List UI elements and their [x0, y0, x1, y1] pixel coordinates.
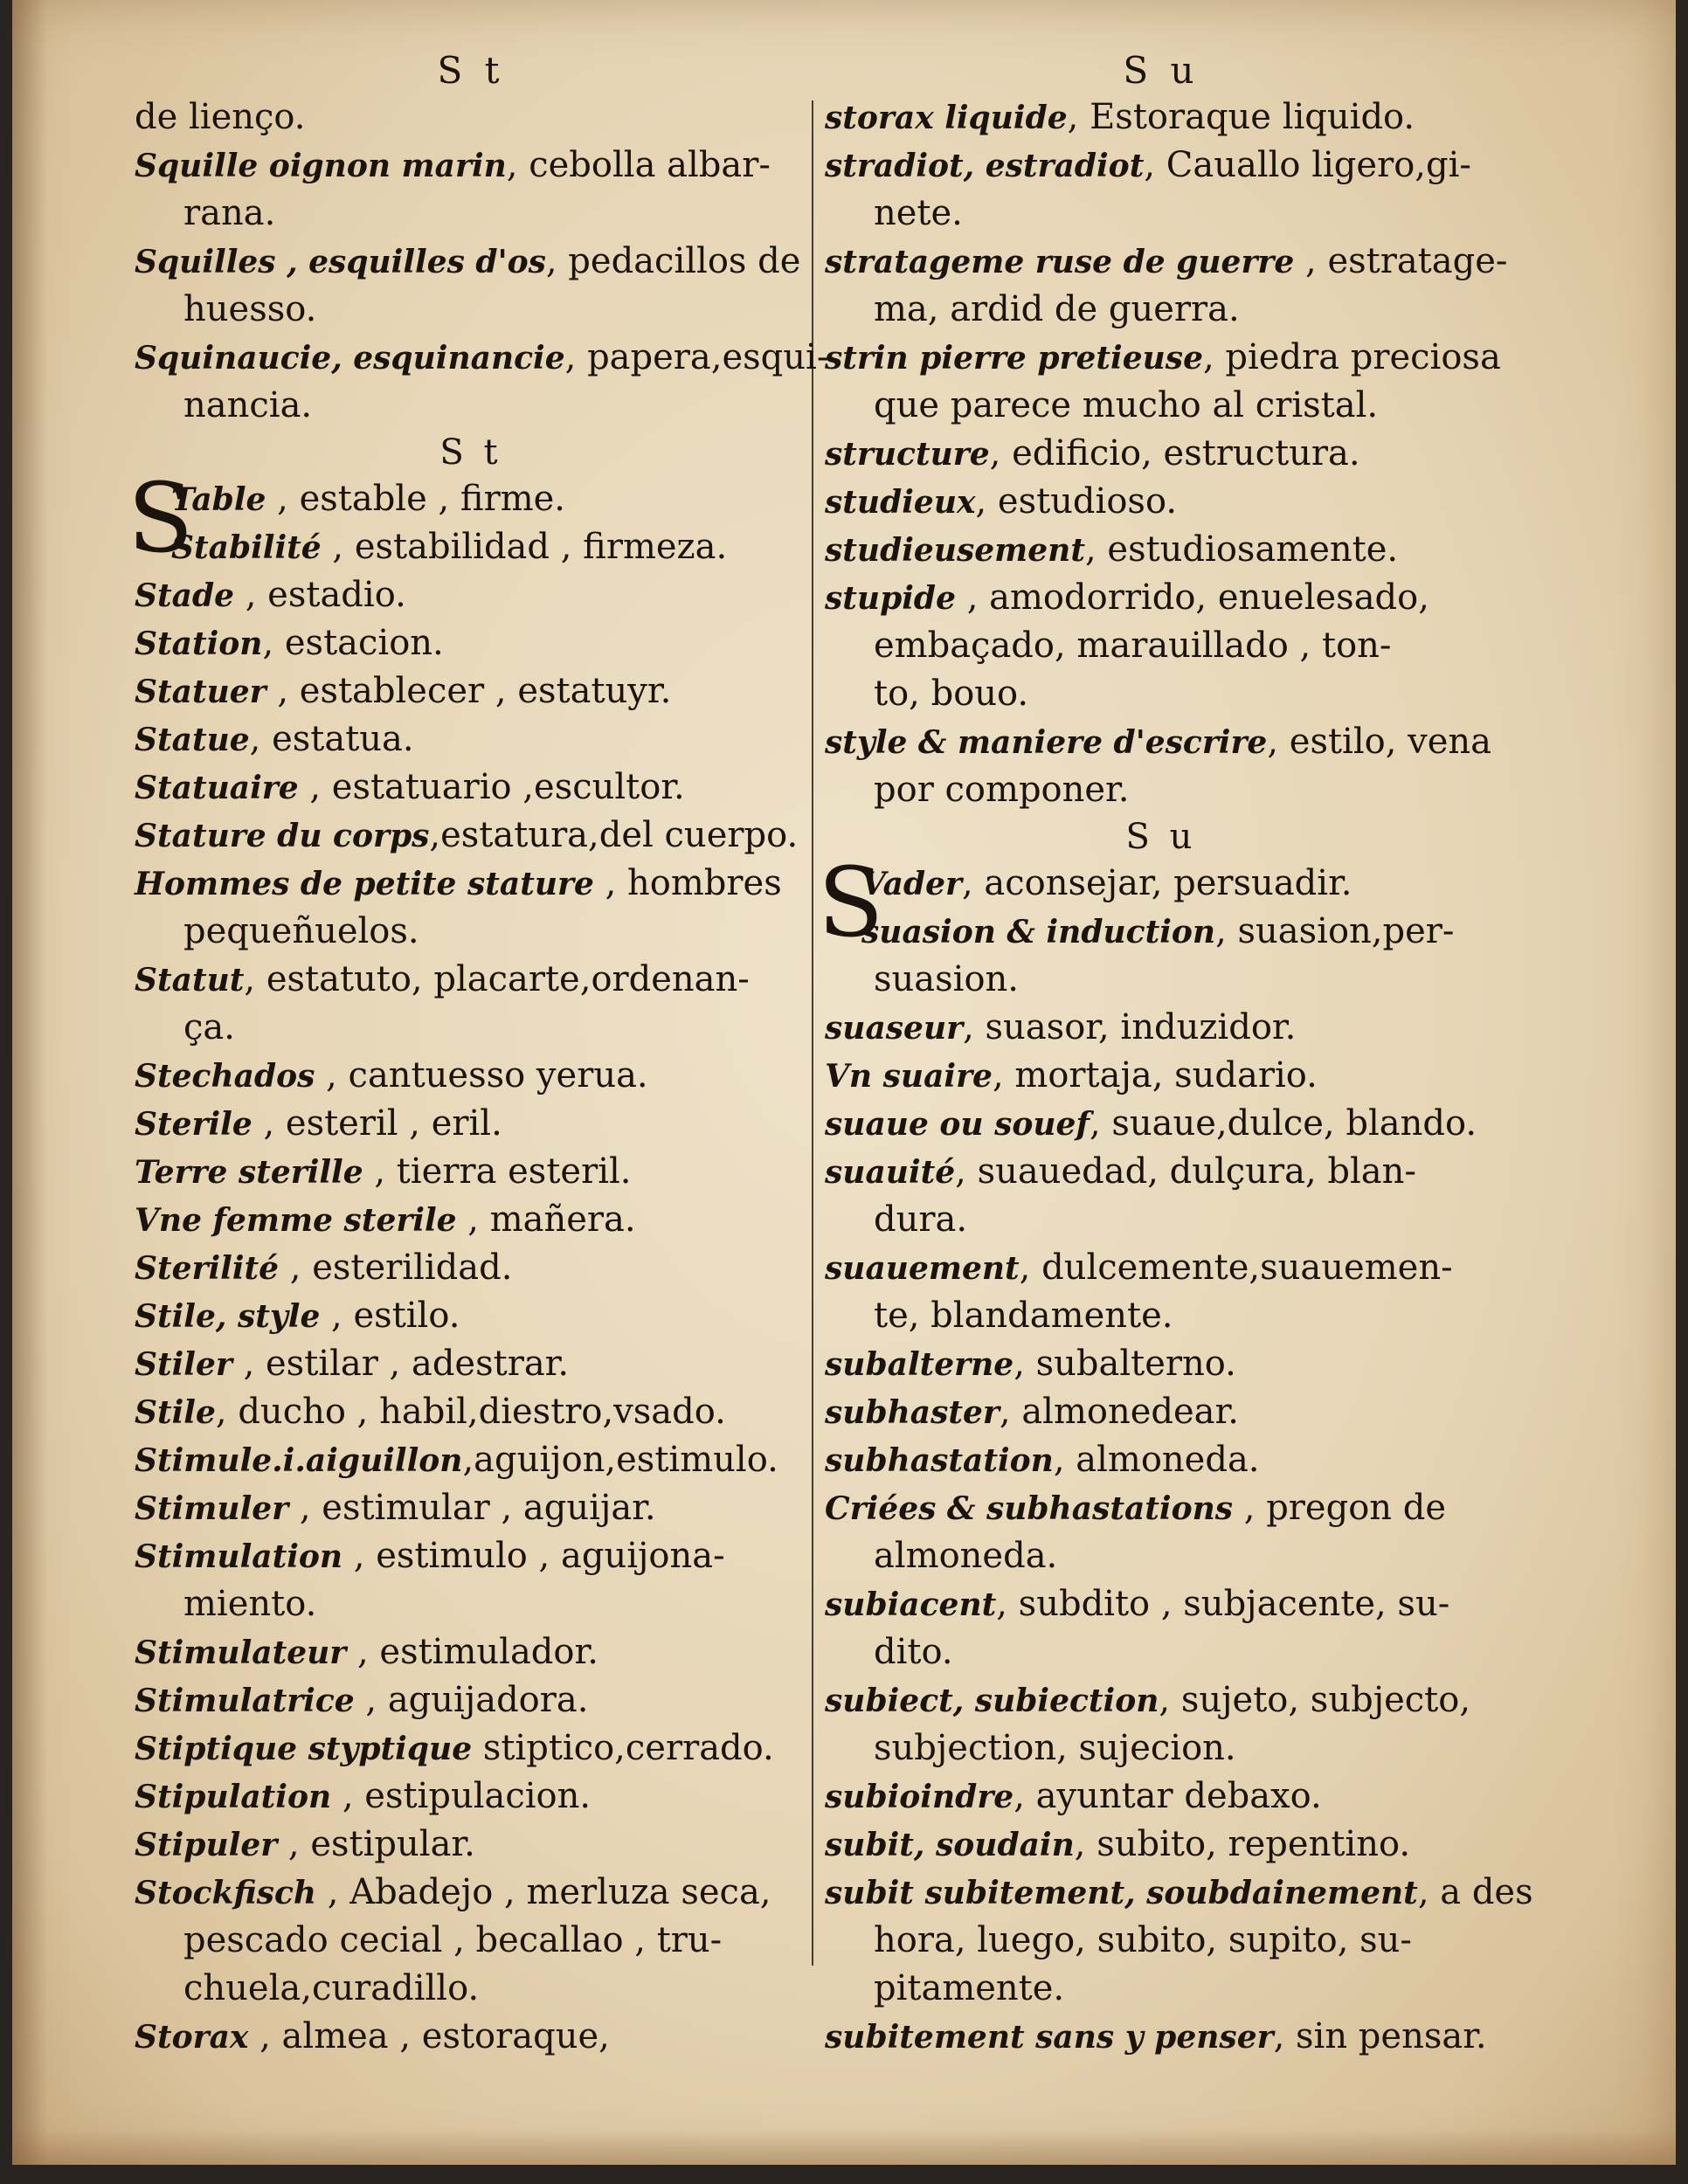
french-term: stradiot, estradiot	[825, 148, 1145, 184]
spanish-definition: nancia.	[183, 385, 313, 425]
spanish-definition: ma, ardid de guerra.	[874, 289, 1240, 329]
french-term: Storax	[135, 2019, 249, 2056]
spanish-definition: dura.	[874, 1199, 968, 1240]
french-term: Sterile	[135, 1106, 253, 1143]
spanish-definition: , cebolla albar-	[506, 145, 771, 185]
dictionary-entry	[135, 667, 807, 715]
dictionary-entry	[825, 190, 1498, 238]
spanish-definition: , estable , firme.	[266, 479, 566, 519]
dictionary-entry	[135, 1484, 807, 1532]
spanish-definition: , papera,esqui-	[564, 337, 829, 377]
french-term: subioindre	[825, 1779, 1014, 1815]
spine-shadow	[12, 0, 47, 2165]
french-term: style & maniere d'escrire	[825, 724, 1268, 761]
dictionary-entry	[135, 908, 807, 956]
french-term: subit, soudain	[825, 1827, 1075, 1863]
dictionary-entry	[825, 142, 1498, 190]
spanish-definition: , sin pensar.	[1273, 2016, 1487, 2056]
spanish-definition: chuela,curadillo.	[183, 1968, 480, 2008]
dictionary-entry	[135, 1532, 807, 1580]
dictionary-entry	[825, 1052, 1498, 1100]
spanish-definition: , estudioso.	[975, 481, 1178, 522]
spanish-definition: , esteril , eril.	[252, 1103, 502, 1144]
dictionary-entry	[825, 1580, 1498, 1628]
dictionary-entry	[825, 478, 1498, 526]
french-term: studieusement	[825, 532, 1085, 569]
dictionary-entry	[825, 1821, 1498, 1869]
spanish-definition: , mañera.	[456, 1199, 636, 1240]
spanish-definition: huesso.	[183, 289, 317, 329]
french-term: subhaster	[825, 1394, 1000, 1431]
french-term: Stimuler	[135, 1490, 289, 1527]
dictionary-entry	[825, 622, 1498, 670]
dictionary-entry	[825, 1244, 1498, 1292]
page-edge	[12, 2130, 1676, 2165]
french-term: Statuaire	[135, 770, 299, 806]
dictionary-entry	[825, 1917, 1498, 1965]
dictionary-entry	[135, 1244, 807, 1292]
french-term: studieux	[825, 484, 976, 521]
spanish-definition: embaçado, marauillado , ton-	[874, 625, 1392, 666]
spanish-definition: , ayuntar debaxo.	[1013, 1776, 1322, 1816]
french-term: Station	[135, 625, 263, 662]
french-term: Stimule.i.aiguillon	[135, 1442, 463, 1479]
spanish-definition: , suaue,dulce, blando.	[1089, 1103, 1477, 1144]
french-term: suauité	[825, 1154, 956, 1191]
spanish-definition: , esterilidad.	[279, 1248, 513, 1288]
spanish-definition: , cantuesso yerua.	[315, 1055, 648, 1095]
dictionary-entry	[825, 238, 1508, 286]
french-term: Stature du corps	[135, 818, 430, 854]
french-term: subit subitement, soubdainement	[825, 1875, 1418, 1911]
spanish-definition: , estacion.	[262, 623, 444, 663]
dictionary-entry	[825, 1004, 1498, 1052]
dictionary-entry	[135, 1821, 807, 1869]
spanish-definition: , estimulo , aguijona-	[342, 1536, 725, 1576]
spanish-definition: , estilo.	[320, 1296, 460, 1336]
left-dropcap-block	[128, 462, 807, 574]
french-term: Stockfisch	[135, 1875, 317, 1911]
dictionary-entry	[135, 93, 807, 142]
spanish-definition: , pedacillos de	[545, 241, 801, 281]
dictionary-entry	[135, 1676, 807, 1724]
spanish-definition: , estudiosamente.	[1084, 529, 1399, 570]
spanish-definition: , estadio.	[234, 575, 406, 615]
spanish-definition: , almonedear.	[999, 1392, 1239, 1432]
dictionary-entry	[135, 715, 807, 764]
dictionary-entry	[135, 334, 829, 382]
spanish-definition: pequeñuelos.	[183, 911, 419, 951]
dictionary-entry	[135, 1100, 807, 1148]
right-column	[818, 48, 1533, 2061]
left-section-heading: S t	[439, 432, 502, 473]
dictionary-entry	[135, 764, 807, 812]
french-term: storax liquide	[825, 100, 1068, 136]
french-term: Stimulation	[135, 1538, 343, 1575]
spanish-definition: ça.	[183, 1007, 235, 1047]
spanish-definition: almoneda.	[874, 1536, 1058, 1576]
french-term: Stile	[135, 1394, 216, 1431]
spanish-definition: , estipulacion.	[331, 1776, 591, 1816]
french-term: suasion & induction	[861, 914, 1216, 950]
spanish-definition: , estimular , aguijar.	[288, 1488, 656, 1528]
dictionary-entry	[825, 1965, 1498, 2013]
column-divider	[812, 100, 813, 1966]
dictionary-entry	[825, 1676, 1498, 1724]
spanish-definition: , suasor, induzidor.	[963, 1007, 1297, 1047]
dictionary-entry	[825, 382, 1498, 430]
dictionary-entry	[135, 1580, 807, 1628]
right-dropcap-block	[818, 847, 1498, 958]
french-term: Stimulateur	[135, 1635, 347, 1671]
dictionary-entry	[135, 1004, 807, 1052]
dictionary-entry	[825, 574, 1498, 622]
spanish-definition: , estabilidad , firmeza.	[321, 527, 728, 567]
spanish-definition: , amodorrido, enuelesado,	[956, 577, 1429, 618]
dictionary-entry	[135, 1196, 807, 1244]
dictionary-entry	[825, 1388, 1498, 1436]
dictionary-entry	[135, 1965, 807, 2013]
dictionary-entry	[135, 382, 807, 430]
right-running-header: S u	[1123, 49, 1200, 92]
french-term: suaue ou souef	[825, 1106, 1090, 1143]
french-term: Squinaucie, esquinancie	[135, 340, 565, 377]
drop-cap-letter: S	[818, 847, 884, 958]
right-section-heading: S u	[1125, 817, 1197, 857]
french-term: Stipuler	[135, 1827, 278, 1863]
dictionary-entry	[135, 2013, 807, 2061]
dictionary-entry	[135, 286, 807, 334]
spanish-definition: , almoneda.	[1053, 1440, 1260, 1480]
french-term: subiect, subiection	[825, 1683, 1159, 1719]
french-term: Vn suaire	[825, 1058, 993, 1095]
left-column	[128, 48, 829, 2061]
spanish-definition: , estratage-	[1294, 241, 1508, 281]
spanish-definition: , almea , estoraque,	[248, 2016, 610, 2056]
french-term: Stabilité	[171, 529, 322, 566]
french-term: Hommes de petite stature	[135, 866, 594, 902]
dictionary-entry	[135, 1292, 807, 1340]
spanish-definition: , dulcemente,suauemen-	[1019, 1248, 1453, 1288]
spanish-definition: rana.	[183, 193, 276, 233]
dictionary-entry	[171, 523, 807, 571]
spanish-definition: , Abadejo , merluza seca,	[316, 1872, 771, 1912]
spanish-definition: por componer.	[874, 770, 1130, 810]
dictionary-entry	[825, 1340, 1498, 1388]
dictionary-entry	[825, 766, 1498, 814]
drop-cap-letter: S	[128, 462, 194, 574]
dictionary-entry	[135, 1436, 807, 1484]
dictionary-entry	[135, 1628, 807, 1676]
spanish-definition: , estipular.	[277, 1824, 475, 1864]
spanish-definition: , estimulador.	[346, 1632, 598, 1672]
dictionary-entry	[135, 238, 807, 286]
dictionary-entry	[825, 1100, 1498, 1148]
spanish-definition: , suasion,per-	[1215, 911, 1455, 951]
dictionary-entry	[825, 93, 1498, 142]
french-term: Sterilité	[135, 1250, 280, 1287]
dictionary-entry	[825, 1196, 1498, 1244]
dictionary-entry	[825, 1869, 1533, 1917]
french-term: Statue	[135, 722, 250, 758]
dictionary-entry	[825, 1292, 1498, 1340]
spanish-definition: , subalterno.	[1013, 1344, 1236, 1384]
french-term: Squille oignon marin	[135, 148, 507, 184]
french-term: Squilles , esquilles d'os	[135, 244, 546, 280]
dictionary-entry	[135, 860, 807, 908]
spanish-definition: , a des	[1417, 1872, 1533, 1912]
dictionary-entry	[135, 571, 807, 619]
dictionary-entry	[825, 1532, 1498, 1580]
spanish-definition: pescado cecial , becallao , tru-	[183, 1920, 723, 1960]
spanish-definition: stiptico,cerrado.	[472, 1728, 774, 1768]
french-term: stratageme ruse de guerre	[825, 244, 1295, 280]
french-term: structure	[825, 436, 990, 473]
dictionary-entry	[861, 908, 1498, 956]
spanish-definition: de lienço.	[135, 97, 306, 137]
spanish-definition: subjection, sujecion.	[874, 1728, 1236, 1768]
spanish-definition: , subdito , subjacente, su-	[996, 1584, 1450, 1624]
dictionary-entry	[171, 475, 807, 523]
french-term: Statuer	[135, 674, 266, 710]
spanish-definition: hora, luego, subito, supito, su-	[874, 1920, 1412, 1960]
french-term: Vader	[861, 866, 962, 902]
french-term: Table	[171, 481, 266, 518]
dictionary-entry	[135, 619, 807, 667]
spanish-definition: , tierra esteril.	[363, 1151, 632, 1192]
spanish-definition: miento.	[183, 1584, 317, 1624]
dictionary-page	[12, 0, 1676, 2165]
french-term: Vne femme sterile	[135, 1202, 457, 1239]
spanish-definition: , Estoraque liquido.	[1067, 97, 1415, 137]
dictionary-entry	[825, 956, 1498, 1004]
spanish-definition: nete.	[874, 193, 963, 233]
spanish-definition: , estatuto, placarte,ordenan-	[244, 959, 750, 999]
french-term: stupide	[825, 580, 956, 617]
spanish-definition: suasion.	[874, 959, 1020, 999]
spanish-definition: ,aguijon,estimulo.	[462, 1440, 778, 1480]
spanish-definition: dito.	[874, 1632, 953, 1672]
dictionary-entry	[825, 2013, 1498, 2061]
french-term: Stile, style	[135, 1298, 321, 1335]
dictionary-entry	[135, 190, 807, 238]
french-term: Criées & subhastations	[825, 1490, 1234, 1527]
spanish-definition: , estilar , adestrar.	[232, 1344, 570, 1384]
dictionary-entry	[825, 334, 1501, 382]
spanish-definition: , estilo, vena	[1267, 722, 1492, 762]
spanish-definition: , estatuario ,escultor.	[298, 767, 685, 807]
spanish-definition: pitamente.	[874, 1968, 1065, 2008]
dictionary-entry	[825, 1628, 1498, 1676]
dictionary-entry	[825, 526, 1498, 574]
dictionary-entry	[135, 1724, 807, 1773]
french-term: Statut	[135, 962, 245, 999]
french-term: Stechados	[135, 1058, 315, 1095]
dictionary-entry	[135, 1148, 807, 1196]
spanish-definition: , subito, repentino.	[1074, 1824, 1411, 1864]
french-term: Terre sterille	[135, 1154, 363, 1191]
spanish-definition: , hombres	[593, 863, 782, 903]
dictionary-entry	[825, 1148, 1498, 1196]
french-term: subhastation	[825, 1442, 1054, 1479]
spanish-definition: , ducho , habil,diestro,vsado.	[215, 1392, 726, 1432]
dictionary-entry	[135, 956, 807, 1004]
spanish-definition: , piedra preciosa	[1202, 337, 1501, 377]
dictionary-entry	[135, 1052, 807, 1100]
dictionary-entry	[825, 670, 1498, 718]
spanish-definition: , establecer , estatuyr.	[266, 671, 672, 711]
dictionary-entry	[135, 812, 807, 860]
french-term: suauement	[825, 1250, 1020, 1287]
spanish-definition: , aconsejar, persuadir.	[962, 863, 1352, 903]
french-term: subalterne	[825, 1346, 1014, 1383]
dictionary-entry	[825, 286, 1498, 334]
dictionary-entry	[825, 1724, 1498, 1773]
spanish-definition: , estatua.	[249, 719, 414, 759]
dictionary-entry	[135, 1917, 807, 1965]
french-term: Stimulatrice	[135, 1683, 355, 1719]
spanish-definition: ,estatura,del cuerpo.	[429, 815, 799, 855]
french-term: subiacent	[825, 1586, 997, 1623]
dictionary-entry	[135, 142, 807, 190]
dictionary-entry	[135, 1869, 807, 1917]
spanish-definition: , edificio, estructura.	[989, 433, 1360, 473]
french-term: strin pierre pretieuse	[825, 340, 1203, 377]
dictionary-entry	[135, 1773, 807, 1821]
spanish-definition: , aguijadora.	[354, 1680, 589, 1720]
spanish-definition: te, blandamente.	[874, 1296, 1173, 1336]
left-running-header: S t	[437, 49, 505, 92]
french-term: Stipulation	[135, 1779, 332, 1815]
spanish-definition: to, bouo.	[874, 674, 1029, 714]
dictionary-entry	[825, 718, 1498, 766]
spanish-definition: , sujeto, subjecto,	[1159, 1680, 1471, 1720]
dictionary-entry	[825, 430, 1498, 478]
french-term: subitement sans y penser	[825, 2019, 1274, 2056]
french-term: Stade	[135, 577, 235, 614]
french-term: Stiptique styptique	[135, 1731, 473, 1767]
dictionary-entry	[861, 860, 1498, 908]
dictionary-entry	[825, 1484, 1498, 1532]
dictionary-entry	[825, 1773, 1498, 1821]
spanish-definition: , mortaja, sudario.	[992, 1055, 1318, 1095]
dictionary-entry	[135, 1340, 807, 1388]
spanish-definition: , suauedad, dulçura, blan-	[955, 1151, 1416, 1192]
spanish-definition: , Cauallo ligero,gi-	[1144, 145, 1471, 185]
dictionary-entry	[135, 1388, 807, 1436]
french-term: Stiler	[135, 1346, 232, 1383]
french-term: suaseur	[825, 1010, 964, 1047]
spanish-definition: , pregon de	[1233, 1488, 1447, 1528]
dictionary-entry	[825, 1436, 1498, 1484]
spanish-definition: que parece mucho al cristal.	[874, 385, 1379, 425]
